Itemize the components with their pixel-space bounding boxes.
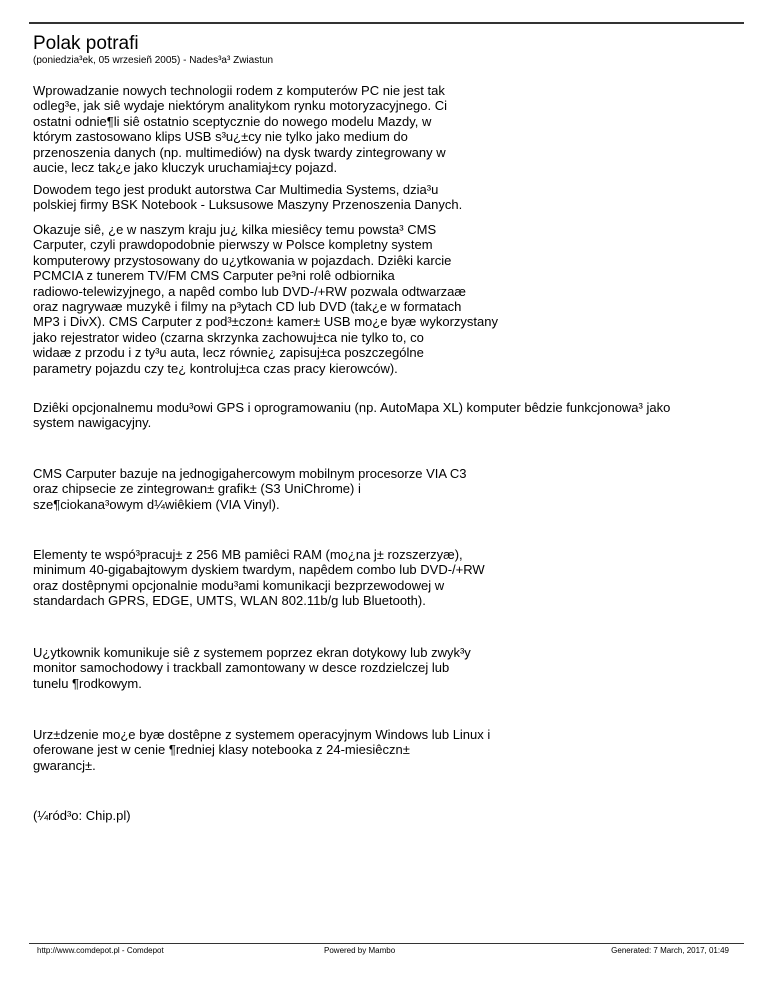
header-divider xyxy=(29,22,744,24)
article-paragraph: Urz±dzenie mo¿e byæ dostêpne z systemem operacyjnym Windows lub Linux i oferowane jest w cenie ¶redniej klasy notebooka z 24-miesiêczn± gwarancj±. xyxy=(33,727,491,773)
footer-generated-date: Generated: 7 March, 2017, 01:49 xyxy=(611,946,729,955)
article-paragraph: Elementy te wspó³pracuj± z 256 MB pamiêci RAM (mo¿na j± rozszerzyæ), minimum 40-gigabajtowym dyskiem twardym, napêdem combo lub DVD-/+RW oraz dostêpnymi opcjonalnie modu³ami komunikacji bezprzewodowej w standardach GPRS, EDGE, UMTS, WLAN 802.11b/g lub Bluetooth). xyxy=(33,547,485,609)
article-title: Polak potrafi xyxy=(33,33,139,54)
footer-site-link[interactable]: http://www.comdepot.pl - Comdepot xyxy=(37,946,164,955)
footer-divider xyxy=(29,943,744,944)
article-meta: (poniedzia³ek, 05 wrzesieñ 2005) - Nades³a³ Zwiastun xyxy=(33,55,274,66)
article-paragraph: Wprowadzanie nowych technologii rodem z komputerów PC nie jest tak odleg³e, jak siê wydaje niektórym analitykom rynku motoryzacyjnego. Ci ostatni odnie¶li siê ostatnio sceptycznie do nowego modelu Mazdy, w którym zastosowano klips USB s³u¿±cy nie tylko jako medium do przenoszenia danych (np. multimediów) na dysk twardy zintegrowany w aucie, lecz tak¿e jako kluczyk uruchamiaj±cy pojazd. xyxy=(33,83,448,176)
footer-powered-by: Powered by Mambo xyxy=(324,946,396,955)
article-source: (¼ród³o: Chip.pl) xyxy=(33,808,131,823)
article-paragraph: U¿ytkownik komunikuje siê z systemem poprzez ekran dotykowy lub zwyk³y monitor samochodowy i trackball zamontowany w desce rozdzielczej lub tunelu ¶rodkowym. xyxy=(33,645,471,691)
article-paragraph: Dowodem tego jest produkt autorstwa Car Multimedia Systems, dzia³u polskiej firmy BSK Notebook - Luksusowe Maszyny Przenoszenia Danych. xyxy=(33,182,463,213)
article-paragraph: Dziêki opcjonalnemu modu³owi GPS i oprogramowaniu (np. AutoMapa XL) komputer bêdzie funkcjonowa³ jako system nawigacyjny. xyxy=(33,400,671,431)
article-paragraph: CMS Carputer bazuje na jednogigahercowym mobilnym procesorze VIA C3 oraz chipsecie ze zintegrowan± grafik± (S3 UniChrome) i sze¶ciokana³owym d¼wiêkiem (VIA Vinyl). xyxy=(33,466,467,512)
article-paragraph: Okazuje siê, ¿e w naszym kraju ju¿ kilka miesiêcy temu powsta³ CMS Carputer, czyli prawdopodobnie pierwszy w Polsce kompletny system komputerowy przystosowany do u¿ytkowania w pojazdach. Dziêki karcie PCMCIA z tunerem TV/FM CMS Carputer pe³ni rolê odbiornika radiowo-telewizyjnego, a napêd combo lub DVD-/+RW pozwala odtwarzaæ oraz nagrywaæ muzykê i filmy na p³ytach CD lub DVD (tak¿e w formatach MP3 i DivX). CMS Carputer z pod³±czon± kamer± USB mo¿e byæ wykorzystany jako rejestrator wideo (czarna skrzynka zachowuj±ca nie tylko to, co widaæ z przodu i z ty³u auta, lecz równie¿ zapisuj±ca poszczególne parametry pojazdu czy te¿ kontroluj±ca czas pracy kierowców). xyxy=(33,222,498,376)
